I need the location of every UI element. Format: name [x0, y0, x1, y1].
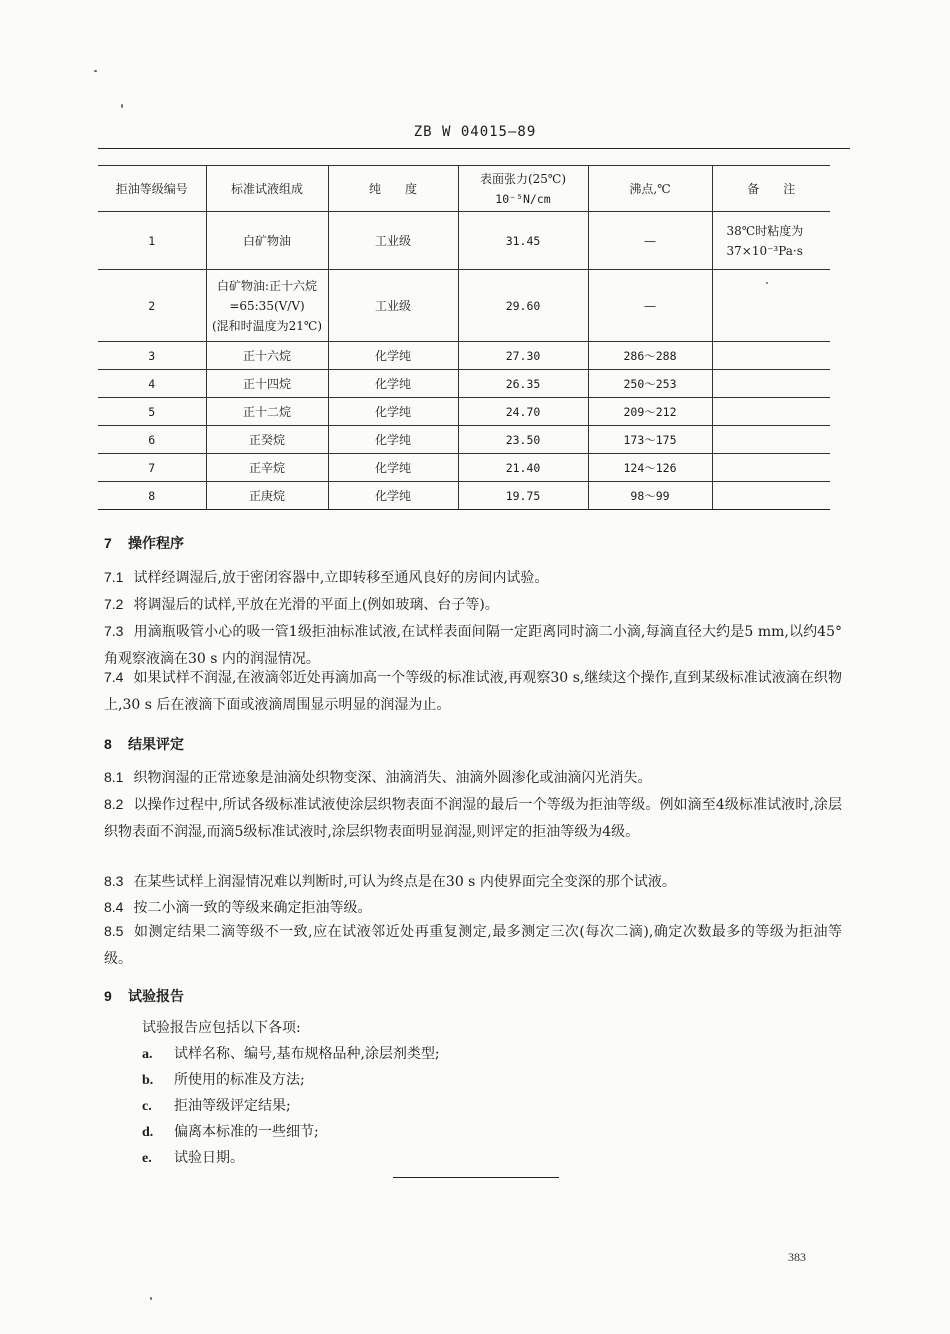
- cell-composition: 正十六烷: [206, 342, 328, 370]
- cell-tension: 24.70: [458, 398, 588, 426]
- clause-text: 按二小滴一致的等级来确定拒油等级。: [133, 900, 372, 916]
- list-text: 试验日期。: [174, 1150, 244, 1166]
- section-9-heading: [104, 986, 184, 1006]
- cell-note: [712, 270, 830, 342]
- cell-note: [712, 212, 830, 270]
- cell-boiling: —: [588, 212, 712, 270]
- clause-number: 8.2: [104, 796, 124, 812]
- clause-text: 如测定结果二滴等级不一致,应在试液邻近处再重复测定,最多测定三次(每次二滴),确定次数最多的等级为拒油等级。: [104, 924, 842, 967]
- clause-text: 试样经调湿后,放于密闭容器中,立即转移至通风良好的房间内试验。: [133, 570, 549, 586]
- cell-boiling: —: [588, 270, 712, 342]
- section-number: 8: [104, 736, 112, 752]
- cell-grade: 1: [98, 212, 206, 270]
- cell-purity: 工业级: [328, 212, 458, 270]
- cell-purity: 化学纯: [328, 370, 458, 398]
- cell-grade: 2: [98, 270, 206, 342]
- cell-grade: 6: [98, 426, 206, 454]
- report-item-a: [142, 1042, 440, 1067]
- clause-number: 8.5: [104, 923, 124, 939]
- section-8-heading: [104, 734, 184, 754]
- section-title: 试验报告: [128, 989, 184, 1005]
- cell-purity: 化学纯: [328, 398, 458, 426]
- scan-speck: [121, 104, 123, 108]
- report-item-d: [142, 1120, 319, 1145]
- clause-number: 8.4: [104, 899, 124, 915]
- section-number: 7: [104, 535, 112, 551]
- clause-7-4: [104, 664, 842, 719]
- section-7-heading: [104, 533, 184, 553]
- composition-line: 白矿物油:正十六烷: [216, 278, 318, 293]
- table-row: [98, 482, 830, 510]
- table-row: [98, 426, 830, 454]
- cell-tension: 26.35: [458, 370, 588, 398]
- clause-number: 8.1: [104, 769, 124, 785]
- cell-purity: 化学纯: [328, 342, 458, 370]
- cell-note: [712, 370, 830, 398]
- report-item-b: [142, 1068, 305, 1093]
- table-header-row: [98, 166, 830, 212]
- clause-8-1: [104, 764, 842, 792]
- cell-boiling: 286～288: [588, 342, 712, 370]
- col-header-composition: 标准试液组成: [206, 166, 328, 212]
- list-text: 所使用的标准及方法;: [174, 1072, 305, 1088]
- cell-tension: 31.45: [458, 212, 588, 270]
- cell-tension: 29.60: [458, 270, 588, 342]
- table-row: [98, 342, 830, 370]
- cell-boiling: 250～253: [588, 370, 712, 398]
- col-header-note: 备 注: [712, 166, 830, 212]
- cell-composition: 正庚烷: [206, 482, 328, 510]
- cell-note: [712, 342, 830, 370]
- cell-boiling: 124～126: [588, 454, 712, 482]
- report-item-e: [142, 1146, 244, 1171]
- clause-text: 用滴瓶吸管小心的吸一管1级拒油标准试液,在试样表面间隔一定距离同时滴二小滴,每滴直径大约是5 mm,以约45°角观察液滴在30 s 内的润湿情况。: [104, 624, 842, 667]
- cell-purity: 化学纯: [328, 454, 458, 482]
- cell-note: [712, 398, 830, 426]
- cell-tension: 21.40: [458, 454, 588, 482]
- section-number: 9: [104, 988, 112, 1004]
- clause-text: 织物润湿的正常迹象是油滴处织物变深、油滴消失、油滴外圆渗化或油滴闪光消失。: [133, 770, 652, 786]
- list-text: 偏离本标准的一些细节;: [174, 1124, 319, 1140]
- clause-8-2: [104, 791, 842, 846]
- table-row: [98, 398, 830, 426]
- section-title: 操作程序: [128, 536, 184, 552]
- cell-boiling: 98～99: [588, 482, 712, 510]
- cell-grade: 8: [98, 482, 206, 510]
- clause-8-5: [104, 918, 842, 973]
- cell-composition: 正辛烷: [206, 454, 328, 482]
- col-header-purity: 纯 度: [328, 166, 458, 212]
- cell-purity: 工业级: [328, 270, 458, 342]
- col-header-tension-unit: 10⁻⁵N/cm: [495, 191, 551, 206]
- section-title: 结果评定: [128, 737, 184, 753]
- list-marker: c.: [142, 1099, 152, 1114]
- cell-boiling: 173～175: [588, 426, 712, 454]
- table-row: [98, 270, 830, 342]
- clause-7-2: [104, 591, 842, 619]
- cell-note: [712, 426, 830, 454]
- oil-repellency-grade-table: [98, 165, 830, 510]
- standard-code-header: ZB W 04015—89: [413, 124, 537, 140]
- clause-number: 8.3: [104, 873, 124, 889]
- cell-tension: 27.30: [458, 342, 588, 370]
- composition-line: =65:35(V/V): [229, 298, 305, 313]
- cell-composition: 白矿物油: [206, 212, 328, 270]
- cell-composition: 正十二烷: [206, 398, 328, 426]
- cell-boiling: 209～212: [588, 398, 712, 426]
- clause-7-1: [104, 564, 842, 592]
- cell-grade: 7: [98, 454, 206, 482]
- table-row: [98, 454, 830, 482]
- clause-number: 7.3: [104, 623, 124, 639]
- clause-number: 7.1: [104, 569, 124, 585]
- list-text: 拒油等级评定结果;: [174, 1098, 291, 1114]
- clause-number: 7.2: [104, 596, 124, 612]
- cell-note: [712, 482, 830, 510]
- cell-tension: 19.75: [458, 482, 588, 510]
- scan-speck: [766, 282, 768, 284]
- col-header-tension-label: 表面张力(25℃): [479, 171, 567, 186]
- list-marker: b.: [142, 1073, 154, 1088]
- cell-purity: 化学纯: [328, 482, 458, 510]
- report-item-c: [142, 1094, 291, 1119]
- cell-purity: 化学纯: [328, 426, 458, 454]
- report-intro: 试验报告应包括以下各项:: [142, 1020, 301, 1036]
- scan-speck: [94, 70, 97, 72]
- col-header-tension: [458, 166, 588, 212]
- cell-composition: 正十四烷: [206, 370, 328, 398]
- clause-text: 以操作过程中,所试各级标准试液使涂层织物表面不润湿的最后一个等级为拒油等级。例如滴至4级标准试液时,涂层织物表面不润湿,而滴5级标准试液时,涂层织物表面明显润湿,则评定的拒油等级为4级。: [104, 797, 842, 840]
- cell-composition: [206, 270, 328, 342]
- list-text: 试样名称、编号,基布规格品种,涂层剂类型;: [174, 1046, 440, 1062]
- list-marker: e.: [142, 1151, 152, 1166]
- header-rule: [98, 148, 850, 149]
- cell-grade: 5: [98, 398, 206, 426]
- clause-text: 将调湿后的试样,平放在光滑的平面上(例如玻璃、台子等)。: [133, 597, 499, 613]
- table-row: [98, 212, 830, 270]
- scan-speck: [150, 1297, 152, 1300]
- col-header-boiling: 沸点,℃: [588, 166, 712, 212]
- list-marker: a.: [142, 1047, 153, 1062]
- clause-text: 如果试样不润湿,在液滴邻近处再滴加高一个等级的标准试液,再观察30 s,继续这个操作,直到某级标准试液滴在织物上,30 s 后在液滴下面或液滴周围显示明显的润湿为止。: [104, 670, 842, 713]
- clause-number: 7.4: [104, 669, 124, 685]
- clause-8-3: [104, 868, 842, 896]
- cell-tension: 23.50: [458, 426, 588, 454]
- clause-text: 在某些试样上润湿情况难以判断时,可认为终点是在30 s 内使界面完全变深的那个试液。: [133, 874, 676, 890]
- cell-composition: 正癸烷: [206, 426, 328, 454]
- page-number: 383: [788, 1250, 806, 1264]
- note-line: 38℃时粘度为: [726, 223, 804, 238]
- cell-grade: 3: [98, 342, 206, 370]
- col-header-grade: 拒油等级编号: [98, 166, 206, 212]
- table-row: [98, 370, 830, 398]
- composition-line: (混和时温度为21℃): [211, 318, 323, 333]
- list-marker: d.: [142, 1125, 154, 1140]
- note-line: 37×10⁻³Pa·s: [726, 243, 803, 258]
- cell-note: [712, 454, 830, 482]
- cell-grade: 4: [98, 370, 206, 398]
- end-rule: [393, 1177, 559, 1178]
